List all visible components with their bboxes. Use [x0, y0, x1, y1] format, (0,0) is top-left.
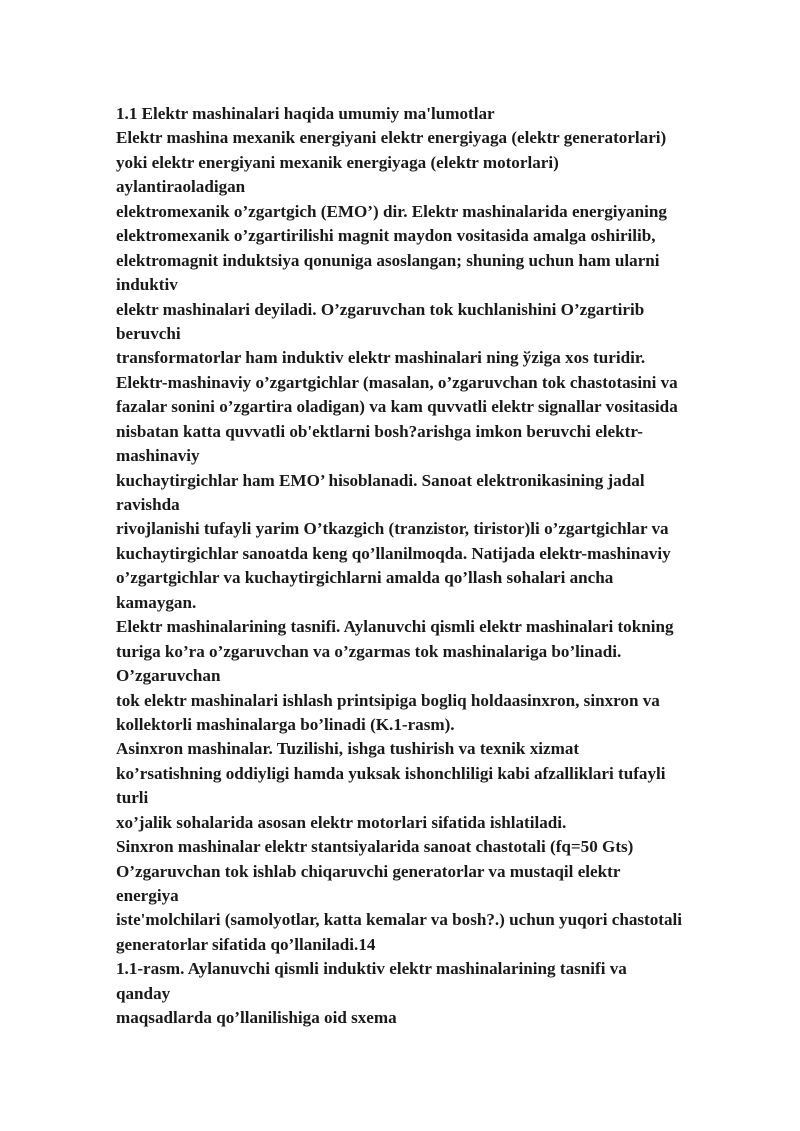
text-line: ravishda [116, 495, 180, 514]
text-line: yoki elektr energiyani mexanik energiyaga (elektr motorlari) [116, 152, 559, 172]
document-page [116, 102, 776, 1031]
section-heading: 1.1 Elektr mashinalari haqida umumiy ma'lumotlar [116, 104, 495, 123]
text-line: Asinxron mashinalar. Tuzilishi, ishga tushirish va texnik xizmat [116, 739, 580, 759]
text-line: tok elektr mashinalari ishlash printsipiga bogliq holdaasinxron, sinxron va [116, 690, 660, 710]
text-line: elektromagnit induktsiya qonuniga asoslangan; shuning uchun ham ularni [116, 250, 660, 270]
text-line: Sinxron mashinalar elektr stantsiyalarida sanoat chastotali (fq=50 Gts) [116, 837, 634, 857]
text-line: aylantiraoladigan [116, 177, 246, 197]
text-line: rivojlanishi tufayli yarim O’tkazgich (tranzistor, tiristor)li o’zgartgichlar va [116, 519, 669, 539]
figure-caption-line: qanday [116, 983, 171, 1003]
text-line: kuchaytirgichlar ham EMO’ hisoblanadi. Sanoat elektronikasining jadal [116, 470, 645, 490]
text-line: elektr mashinalari deyiladi. O’zgaruvchan tok kuchlanishini O’zgartirib [116, 299, 645, 319]
text-line: Elektr-mashinaviy o’zgartgichlar (masalan, o’zgaruvchan tok chastotasini va [116, 372, 678, 392]
text-line: O’zgaruvchan tok ishlab chiqaruvchi generatorlar va mustaqil elektr [116, 861, 621, 881]
text-line: kamaygan. [116, 592, 197, 612]
text-line: elektromexanik o’zgartirilishi magnit maydon vositasida amalga oshirilib, [116, 226, 656, 246]
text-line: Elektr mashina mexanik energiyani elektr energiyaga (elektr generatorlari) [116, 128, 667, 148]
text-line: turli [116, 788, 149, 808]
text-line: fazalar sonini o’zgartira oladigan) va kam quvvatli elektr signallar vositasida [116, 397, 678, 417]
text-line: beruvchi [116, 323, 181, 343]
text-line: kollektorli mashinalarga bo’linadi (K.1-rasm). [116, 714, 455, 734]
text-line: O’zgaruvchan [116, 666, 221, 686]
text-line: induktiv [116, 275, 178, 295]
text-line: xo’jalik sohalarida asosan elektr motorlari sifatida ishlatiladi. [116, 812, 567, 832]
text-line: generatorlar sifatida qo’llaniladi.14 [116, 934, 376, 954]
text-line: o’zgartgichlar va kuchaytirgichlarni amalda qo’llash sohalari ancha [116, 568, 614, 588]
text-line: ko’rsatishning oddiyligi hamda yuksak ishonchliligi kabi afzalliklari tufayli [116, 763, 666, 783]
text-line: turiga ko’ra o’zgaruvchan va o’zgarmas tok mashinalariga bo’linadi. [116, 641, 622, 661]
figure-caption-line: 1.1-rasm. Aylanuvchi qismli induktiv elektr mashinalarining tasnifi va [116, 959, 627, 979]
text-line: Elektr mashinalarining tasnifi. Aylanuvchi qismli elektr mashinalari tokning [116, 617, 674, 637]
text-line: kuchaytirgichlar sanoatda keng qo’llanilmoqda. Natijada elektr-mashinaviy [116, 543, 671, 563]
text-line: elektromexanik o’zgartgich (EMO’) dir. Elektr mashinalarida energiyaning [116, 201, 667, 221]
text-line: energiya [116, 886, 179, 905]
figure-caption-line: maqsadlarda qo’llanilishiga oid sxema [116, 1008, 397, 1028]
text-line: nisbatan katta quvvatli ob'ektlarni bosh?arishga imkon beruvchi elektr- [116, 421, 643, 441]
text-line: transformatorlar ham induktiv elektr mashinalari ning ўziga xos turidir. [116, 348, 646, 368]
text-line: iste'molchilari (samolyotlar, katta kemalar va bosh?.) uchun yuqori chastotali [116, 910, 683, 930]
text-line: mashinaviy [116, 446, 200, 466]
